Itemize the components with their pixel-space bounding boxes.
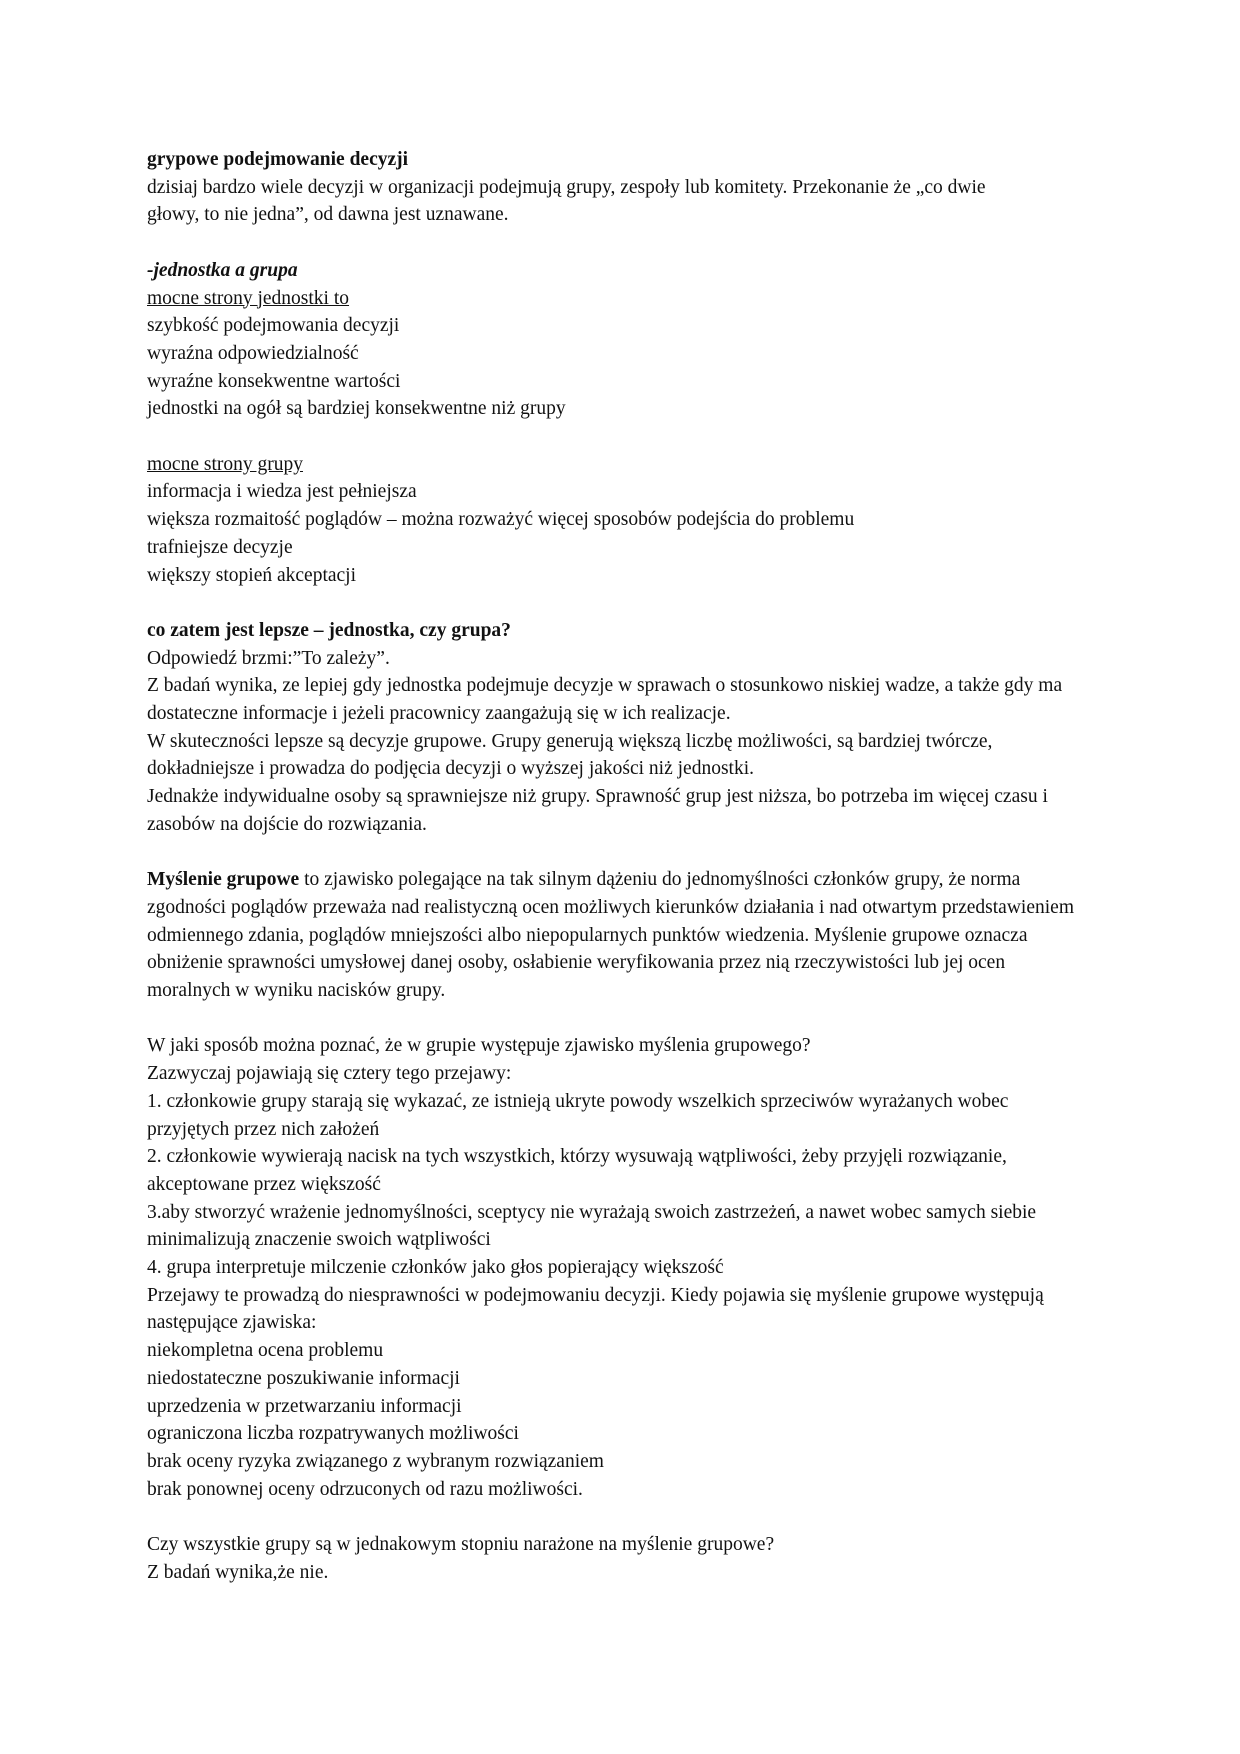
individual-strengths-heading: mocne strony jednostki to — [147, 287, 350, 309]
list-item: brak oceny ryzyka związanego z wybranym rozwiązaniem — [147, 1450, 604, 1472]
list-item: wyraźne konsekwentne wartości — [147, 370, 401, 392]
intro-paragraph: dzisiaj bardzo wiele decyzji w organizacji podejmują grupy, zespoły lub komitety. Przekonanie że „co dwie głowy, to nie jedna”, od dawna jest uznawane. — [147, 176, 986, 226]
closing-question: Czy wszystkie grupy są w jednakowym stopniu narażone na myślenie grupowe? — [147, 1534, 775, 1556]
closing-answer: Z badań wynika,że nie. — [147, 1561, 329, 1583]
list-item: niekompletna ocena problemu — [147, 1340, 384, 1362]
spacer — [147, 589, 1087, 617]
spacer — [147, 1503, 1087, 1531]
groupthink-paragraph — [147, 866, 1087, 1005]
section-heading-individual-vs-group: -jednostka a grupa — [147, 259, 298, 281]
paragraph: Jednakże indywidualne osoby są sprawniejsze niż grupy. Sprawność grup jest niższa, bo potrzeba im więcej czasu i zasobów na dojście do rozwiązania. — [147, 786, 1048, 835]
numbered-item: 4. grupa interpretuje milczenie członków jako głos popierający większość — [147, 1257, 724, 1279]
symptoms-question: W jaki sposób można poznać, że w grupie występuje zjawisko myślenia grupowego? — [147, 1035, 811, 1057]
list-item: szybkość podejmowania decyzji — [147, 315, 400, 337]
consequence-paragraph: Przejawy te prowadzą do niesprawności w podejmowaniu decyzji. Kiedy pojawia się myślenie grupowe występują następujące zjawiska: — [147, 1284, 1044, 1334]
list-item: trafniejsze decyzje — [147, 536, 293, 558]
groupthink-term: Myślenie grupowe — [147, 869, 300, 891]
list-item: informacja i wiedza jest pełniejsza — [147, 481, 417, 503]
document-body — [147, 146, 1087, 1586]
spacer — [147, 229, 1087, 257]
list-item: niedostateczne poszukiwanie informacji — [147, 1367, 460, 1389]
answer-line: Odpowiedź brzmi:”To zależy”. — [147, 647, 390, 669]
spacer — [147, 1005, 1087, 1033]
document-title: grypowe podejmowanie decyzji — [147, 149, 409, 170]
numbered-item: 3.aby stworzyć wrażenie jednomyślności, sceptycy nie wyrażają swoich zastrzeżeń, a nawet wobec samych siebie minimalizują znaczenie swoich wątpliwości — [147, 1201, 1037, 1251]
list-item: większa rozmaitość poglądów – można rozważyć więcej sposobów podejścia do problemu — [147, 509, 855, 531]
list-item: uprzedzenia w przetwarzaniu informacji — [147, 1395, 462, 1417]
spacer — [147, 423, 1087, 451]
list-item: większy stopień akceptacji — [147, 564, 357, 586]
section-heading-which-better: co zatem jest lepsze – jednostka, czy grupa? — [147, 619, 511, 641]
group-strengths-heading: mocne strony grupy — [147, 453, 303, 475]
list-item: wyraźna odpowiedzialność — [147, 342, 359, 364]
paragraph: W skuteczności lepsze są decyzje grupowe. Grupy generują większą liczbę możliwości, są bardziej twórcze, dokładniejsze i prowadza do podjęcia decyzji o wyższej jakości niż jednostki. — [147, 730, 993, 780]
list-item: ograniczona liczba rozpatrywanych możliwości — [147, 1423, 519, 1445]
spacer — [147, 839, 1087, 867]
paragraph: Z badań wynika, ze lepiej gdy jednostka podejmuje decyzje w sprawach o stosunkowo niskiej wadze, a także gdy ma dostateczne informacje i jeżeli pracownicy zaangażują się w ich realizacje. — [147, 675, 1063, 725]
groupthink-definition: to zjawisko polegające na tak silnym dążeniu do jednomyślności członków grupy, że norma zgodności poglądów przeważa nad realistyczną ocen możliwych kierunków działania i nad otwartym przedstawieniem odmiennego zdania, poglądów mniejszości albo niepopularnych punktów wiedzenia. Myślenie grupowe oznacza obniżenie sprawności umysłowej danej osoby, osłabienie weryfikowania przez nią rzeczywistości lub jej ocen moralnych w wyniku nacisków grupy. — [147, 869, 1074, 1002]
list-item: brak ponownej oceny odrzuconych od razu możliwości. — [147, 1478, 583, 1500]
numbered-item: 2. członkowie wywierają nacisk na tych wszystkich, którzy wysuwają wątpliwości, żeby przyjęli rozwiązanie, akceptowane przez większość — [147, 1146, 1007, 1195]
list-item: jednostki na ogół są bardziej konsekwentne niż grupy — [147, 398, 566, 420]
numbered-item: 1. członkowie grupy starają się wykazać, ze istnieją ukryte powody wszelkich sprzeciwów wyrażanych wobec przyjętych przez nich założeń — [147, 1090, 1009, 1140]
symptoms-lead: Zazwyczaj pojawiają się cztery tego przejawy: — [147, 1063, 512, 1085]
